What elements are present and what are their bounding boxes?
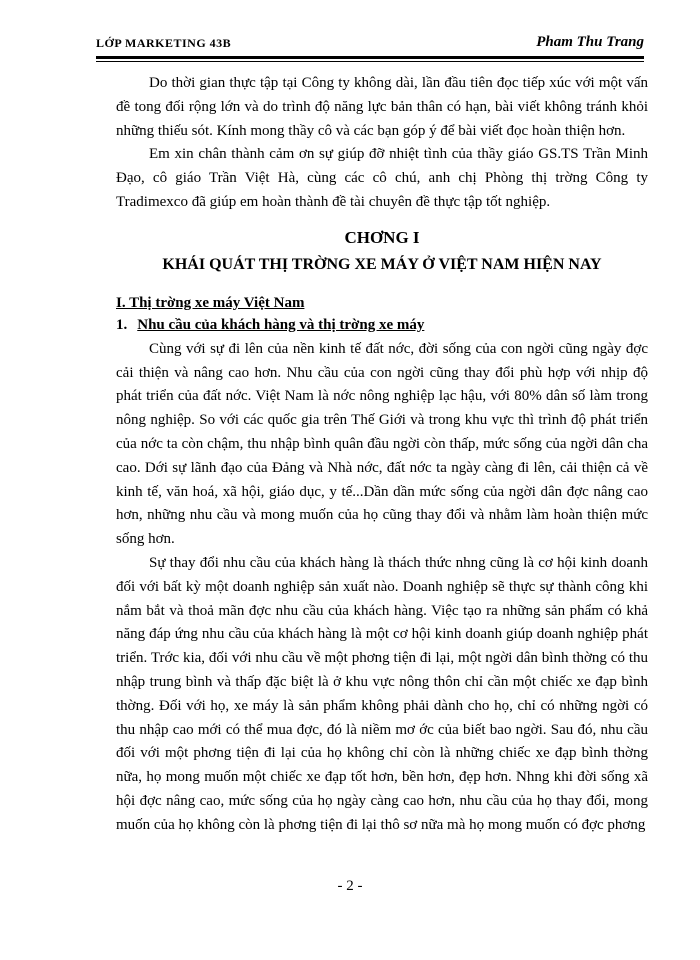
- subsection-title: Nhu cầu của khách hàng và thị trờng xe máy: [137, 316, 425, 333]
- subsection-number: 1.: [116, 316, 128, 333]
- class-name: LỚP MARKETING 43B: [96, 36, 232, 50]
- body-paragraph: Cùng với sự đi lên của nền kinh tế đất nớc, đời sống của con ngời cũng ngày đợc cải thiện và nâng cao hơn. Nhu cầu của con ngời cũng thay đổi phù hợp với nhịp độ phát triển của đất nớc. Việt Nam là nớc nông nghiệp lạc hậu, với 80% dân số làm trong nông nghiệp. So với các quốc gia trên Thế Giới và trong khu vực thì trình độ phát triển của nớc ta còn chậm, thu nhập bình quân đầu ngời còn thấp, mức sống của ngời dân cha cao. Dới sự lãnh đạo của Đảng và Nhà nớc, đất nớc ta ngày càng đi lên, cải thiện cả về kinh tế, văn hoá, xã hội, giáo dục, y tế...Dần dần mức sống của ngời dân đợc nâng cao hơn, những nhu cầu và mong muốn của họ cũng thay đổi và nhằm làm hoàn thiện mức sống hơn.: [116, 340, 648, 548]
- header-rule-thick: [96, 56, 644, 59]
- page-header: [96, 36, 644, 58]
- chapter-label: CHƠNG I: [344, 227, 420, 247]
- section-heading: I. Thị trờng xe máy Việt Nam: [116, 294, 305, 311]
- subsection-heading: [116, 314, 648, 336]
- body-paragraph: Sự thay đổi nhu cầu của khách hàng là thách thức nhng cũng là cơ hội kinh doanh đối với bất kỳ một doanh nghiệp sản xuất nào. Doanh nghiệp sẽ thực sự thành công khi nắm bắt và thoả mãn đợc nhu cầu của khách hàng. Việc tạo ra những sản phẩm có khả năng đáp ứng nhu cầu của khách hàng là một cơ hội kinh doanh giúp doanh nghiệp phát triển. Trớc kia, đối với nhu cầu về một phơng tiện đi lại, một ngời dân bình thờng có thu nhập trung bình và thấp đặc biệt là ở khu vực nông thôn chỉ cần một chiếc xe đạp bình thờng. Đối với họ, xe máy là sản phẩm không phải dành cho họ, chỉ có những ngời có thu nhập cao mới có thể mua đợc, đó là niềm mơ ớc của biết bao ngời. Sau đó, nhu cầu đối với một phơng tiện đi lại của họ không chỉ còn là những chiếc xe đạp bình thờng nữa, họ mong muốn một chiếc xe đạp tốt hơn, bền hơn, đẹp hơn. Nhng khi đời sống xã hội đợc nâng cao, mức sống của họ ngày càng cao hơn, nhu cầu của họ thay đổi, mong muốn của họ không còn là phơng tiện đi lại thô sơ nữa mà họ mong muốn có đợc phơng: [116, 554, 648, 833]
- chapter-title: KHÁI QUÁT THỊ TRỜNG XE MÁY Ở VIỆT NAM HIỆN NAY: [162, 255, 602, 273]
- intro-paragraph: Em xin chân thành cảm ơn sự giúp đỡ nhiệt tình của thầy giáo GS.TS Trần Minh Đạo, cô giáo Trần Việt Hà, cùng các cô chú, anh chị Phòng thị trờng Công ty Tradimexco đã giúp em hoàn thành đề tài chuyên đề thực tập tốt nghiệp.: [116, 146, 648, 210]
- page-content: [116, 72, 648, 838]
- header-rule-thin: [96, 61, 644, 62]
- author-name: Pham Thu Trang: [536, 34, 644, 50]
- intro-paragraph: Do thời gian thực tập tại Công ty không dài, lần đầu tiên đọc tiếp xúc với một vấn đề tong đối rộng lớn và do trình độ năng lực bản thân có hạn, bài viết không tránh khỏi những thiếu sót. Kính mong thầy cô và các bạn góp ý để bài viết đọc hoàn thiện hơn.: [116, 75, 648, 139]
- page-number: - 2 -: [337, 878, 363, 894]
